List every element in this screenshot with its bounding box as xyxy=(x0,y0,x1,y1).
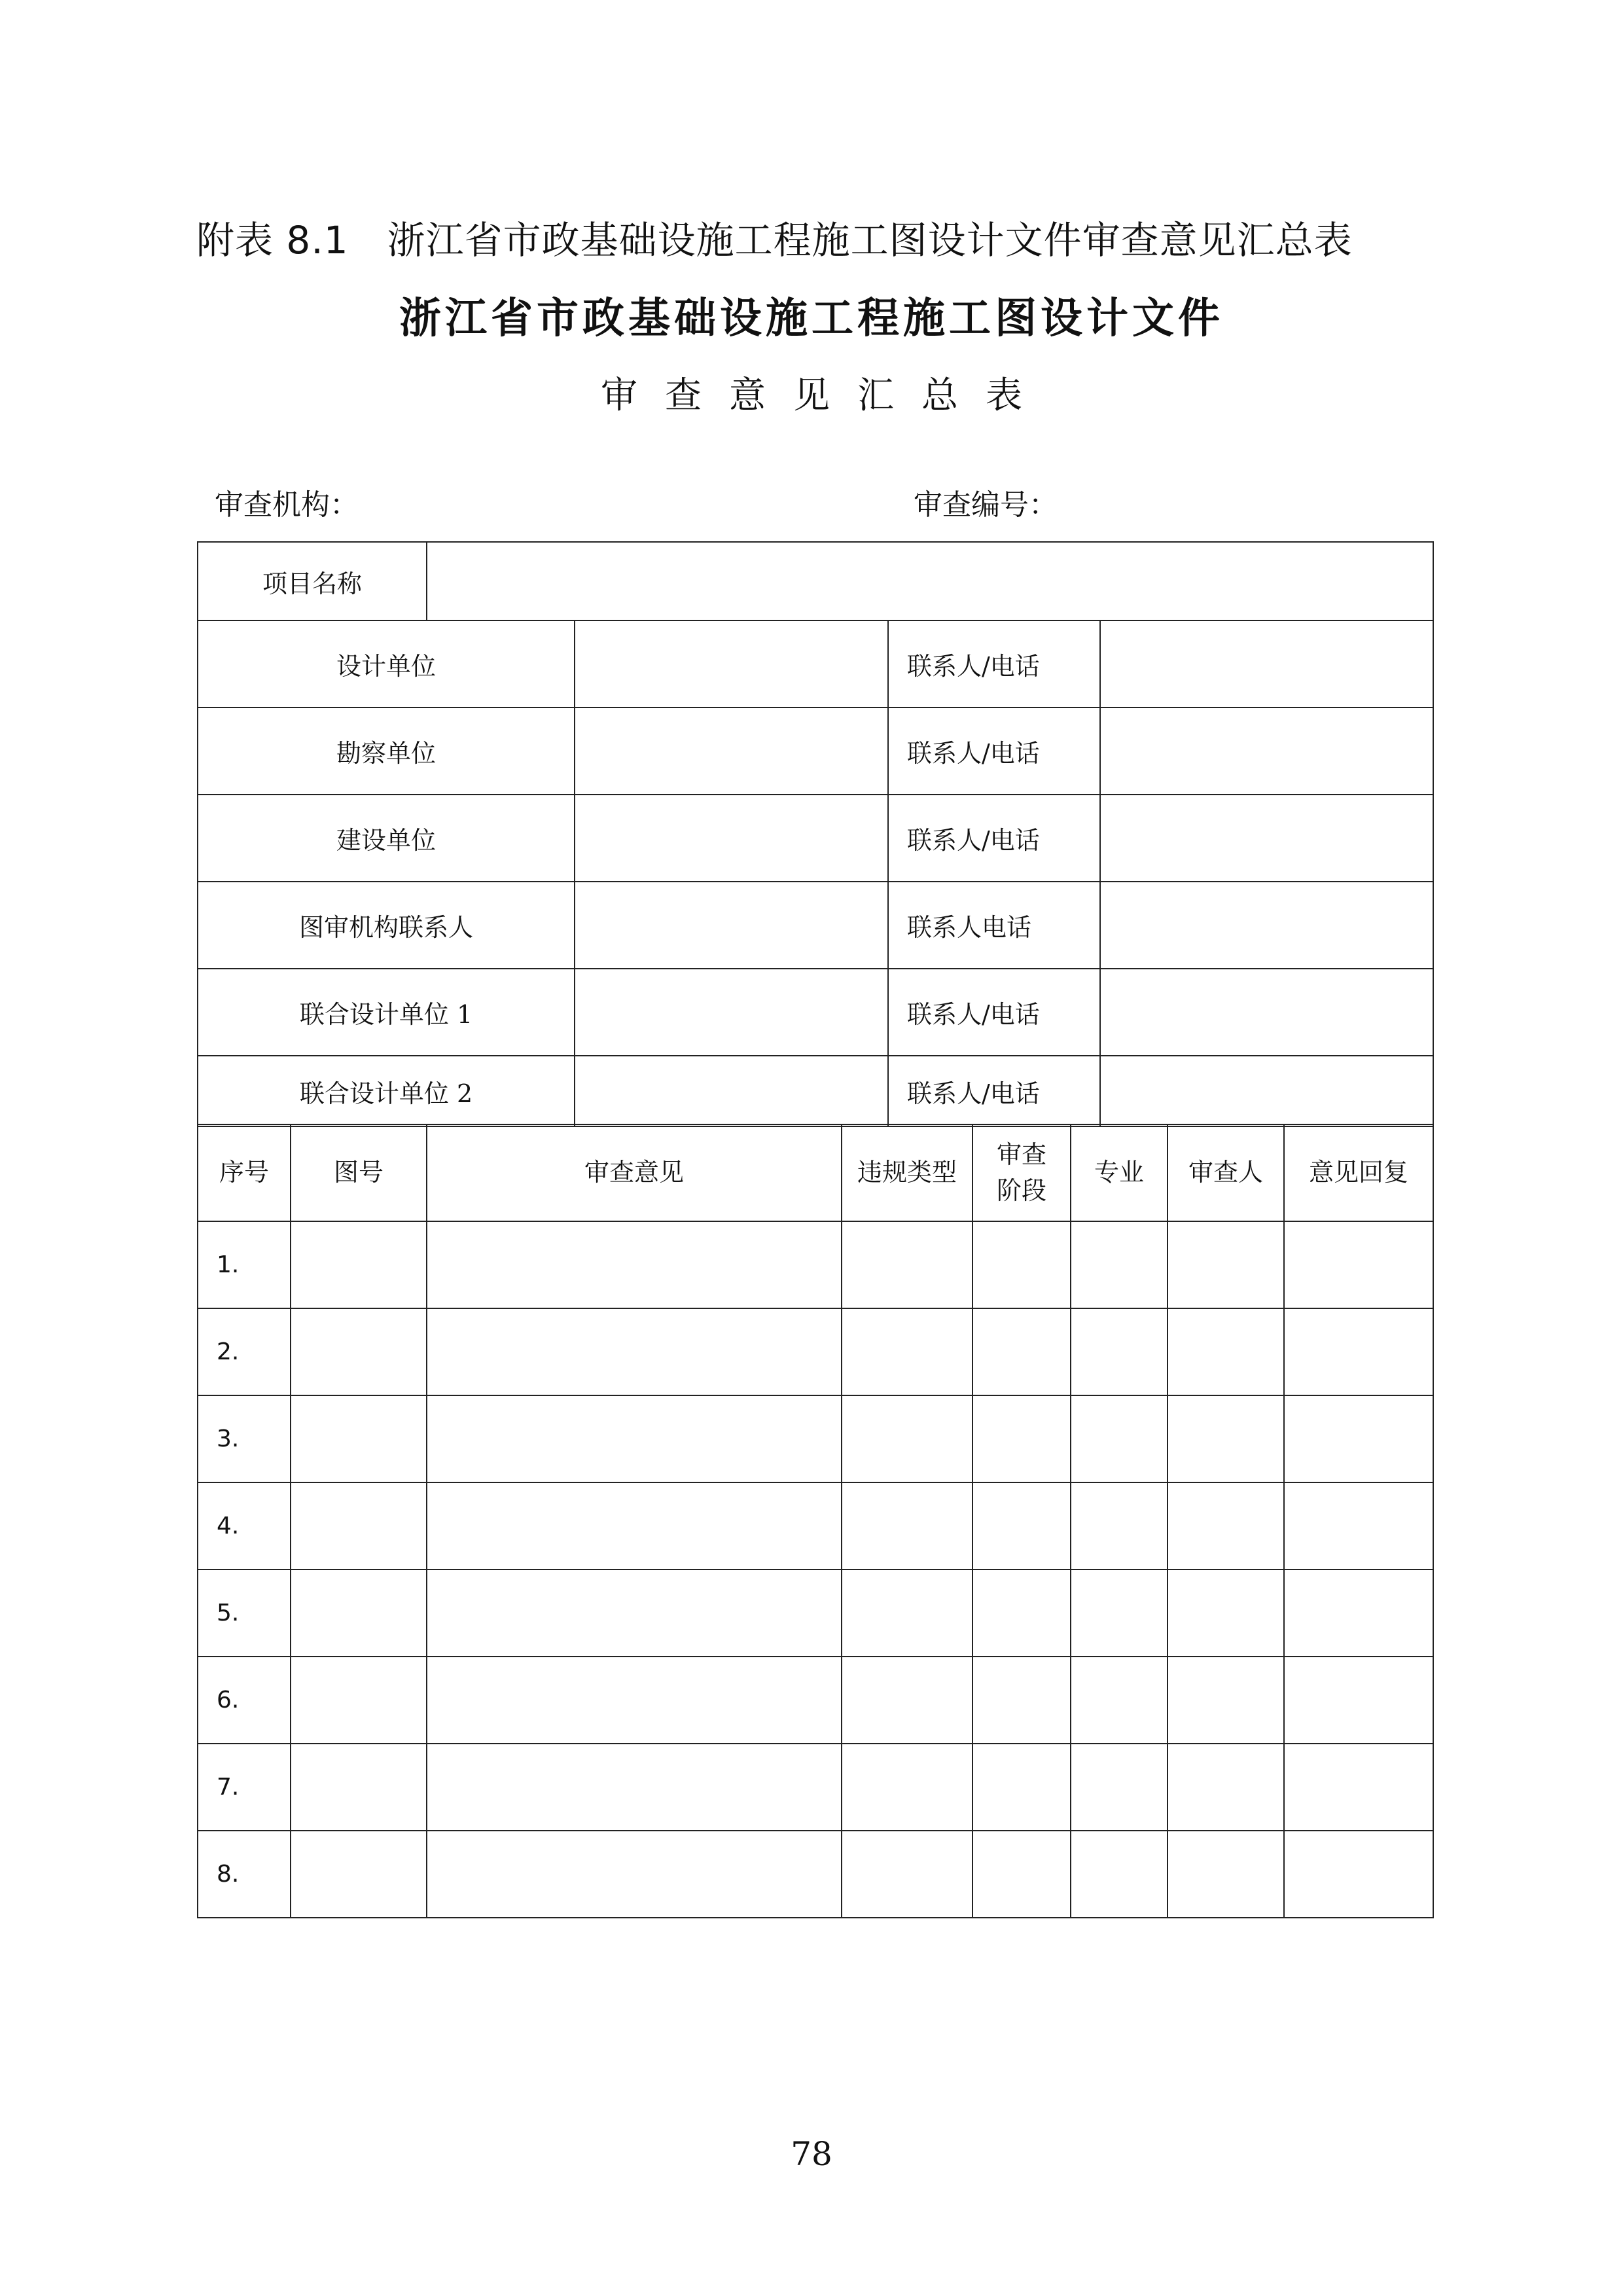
col-header-serial: 序号 xyxy=(198,1124,291,1221)
table-row xyxy=(198,1744,1433,1831)
appendix-heading: 附表 8.1 浙江省市政基础设施工程施工图设计文件审查意见汇总表 xyxy=(196,218,1353,262)
row-number: 3. xyxy=(198,1395,291,1482)
info-row-label: 联合设计单位 2 xyxy=(198,1056,575,1126)
info-row-label: 联合设计单位 1 xyxy=(198,969,575,1056)
cell[interactable] xyxy=(1284,1221,1433,1308)
cell[interactable] xyxy=(1168,1221,1284,1308)
cell[interactable] xyxy=(1284,1657,1433,1744)
table-row xyxy=(198,1221,1433,1308)
cell[interactable] xyxy=(1168,1308,1284,1395)
cell[interactable] xyxy=(972,1744,1071,1831)
cell[interactable] xyxy=(1071,1221,1168,1308)
col-header-violation-type: 违规类型 xyxy=(842,1124,972,1221)
info-row xyxy=(198,795,1433,882)
info-row xyxy=(198,969,1433,1056)
cell[interactable] xyxy=(1284,1395,1433,1482)
cell[interactable] xyxy=(842,1221,972,1308)
col-header-opinion: 审查意见 xyxy=(427,1124,842,1221)
review-opinion-table xyxy=(197,1124,1434,1918)
cell[interactable] xyxy=(291,1482,427,1570)
cell[interactable] xyxy=(427,1482,842,1570)
cell[interactable] xyxy=(972,1657,1071,1744)
contact-value[interactable] xyxy=(1100,969,1433,1056)
cell[interactable] xyxy=(842,1744,972,1831)
cell[interactable] xyxy=(427,1831,842,1918)
contact-value[interactable] xyxy=(1100,708,1433,795)
info-row-value[interactable] xyxy=(575,795,888,882)
cell[interactable] xyxy=(842,1482,972,1570)
contact-label: 联系人/电话 xyxy=(888,620,1100,708)
info-row-label: 设计单位 xyxy=(198,620,575,708)
cell[interactable] xyxy=(427,1308,842,1395)
cell[interactable] xyxy=(1284,1570,1433,1657)
cell[interactable] xyxy=(972,1308,1071,1395)
review-number-label: 审查编号： xyxy=(914,488,1058,522)
cell[interactable] xyxy=(1168,1831,1284,1918)
info-row-value[interactable] xyxy=(575,708,888,795)
info-row-value[interactable] xyxy=(575,1056,888,1126)
info-row xyxy=(198,708,1433,795)
cell[interactable] xyxy=(972,1570,1071,1657)
cell[interactable] xyxy=(427,1570,842,1657)
cell[interactable] xyxy=(427,1395,842,1482)
row-number: 1. xyxy=(198,1221,291,1308)
cell[interactable] xyxy=(1071,1395,1168,1482)
project-name-row xyxy=(198,542,1433,620)
document-title: 浙江省市政基础设施工程施工图设计文件 xyxy=(399,294,1224,343)
contact-value[interactable] xyxy=(1100,1056,1433,1126)
document-subtitle: 审查意见汇总表 xyxy=(601,374,1050,417)
cell[interactable] xyxy=(972,1831,1071,1918)
cell[interactable] xyxy=(291,1744,427,1831)
contact-label: 联系人电话 xyxy=(888,882,1100,969)
contact-value[interactable] xyxy=(1100,882,1433,969)
cell[interactable] xyxy=(427,1744,842,1831)
cell[interactable] xyxy=(291,1221,427,1308)
cell[interactable] xyxy=(427,1221,842,1308)
table-header-row xyxy=(198,1124,1433,1221)
cell[interactable] xyxy=(1071,1744,1168,1831)
cell[interactable] xyxy=(972,1482,1071,1570)
cell[interactable] xyxy=(291,1831,427,1918)
table-row xyxy=(198,1395,1433,1482)
cell[interactable] xyxy=(1168,1482,1284,1570)
info-row xyxy=(198,1056,1433,1126)
cell[interactable] xyxy=(1071,1570,1168,1657)
cell[interactable] xyxy=(1284,1482,1433,1570)
table-row xyxy=(198,1482,1433,1570)
cell[interactable] xyxy=(1168,1395,1284,1482)
project-name-field[interactable] xyxy=(427,542,1433,620)
cell[interactable] xyxy=(1071,1308,1168,1395)
table-row xyxy=(198,1657,1433,1744)
row-number: 4. xyxy=(198,1482,291,1570)
row-number: 5. xyxy=(198,1570,291,1657)
cell[interactable] xyxy=(1168,1570,1284,1657)
cell[interactable] xyxy=(1071,1831,1168,1918)
cell[interactable] xyxy=(1071,1657,1168,1744)
contact-label: 联系人/电话 xyxy=(888,708,1100,795)
cell[interactable] xyxy=(291,1657,427,1744)
info-row xyxy=(198,620,1433,708)
cell[interactable] xyxy=(427,1657,842,1744)
cell[interactable] xyxy=(842,1395,972,1482)
cell[interactable] xyxy=(972,1395,1071,1482)
review-org-label: 审查机构： xyxy=(215,488,359,522)
cell[interactable] xyxy=(1168,1744,1284,1831)
cell[interactable] xyxy=(972,1221,1071,1308)
cell[interactable] xyxy=(291,1395,427,1482)
table-row xyxy=(198,1831,1433,1918)
info-row-value[interactable] xyxy=(575,969,888,1056)
info-row-label: 勘察单位 xyxy=(198,708,575,795)
contact-label: 联系人/电话 xyxy=(888,1056,1100,1126)
row-number: 7. xyxy=(198,1744,291,1831)
cell[interactable] xyxy=(842,1831,972,1918)
contact-label: 联系人/电话 xyxy=(888,795,1100,882)
cell[interactable] xyxy=(842,1570,972,1657)
cell[interactable] xyxy=(1071,1482,1168,1570)
info-row-label: 图审机构联系人 xyxy=(198,882,575,969)
cell[interactable] xyxy=(842,1657,972,1744)
page-number: 78 xyxy=(791,2135,832,2173)
table-row xyxy=(198,1570,1433,1657)
project-info-table xyxy=(197,541,1434,1127)
col-header-reviewer: 审查人 xyxy=(1168,1124,1284,1221)
cell[interactable] xyxy=(1284,1308,1433,1395)
row-number: 6. xyxy=(198,1657,291,1744)
contact-value[interactable] xyxy=(1100,795,1433,882)
col-header-review-stage: 审查 阶段 xyxy=(972,1124,1071,1221)
col-header-drawing-no: 图号 xyxy=(291,1124,427,1221)
cell[interactable] xyxy=(1284,1744,1433,1831)
col-header-discipline: 专业 xyxy=(1071,1124,1168,1221)
info-row xyxy=(198,882,1433,969)
row-number: 2. xyxy=(198,1308,291,1395)
cell[interactable] xyxy=(842,1308,972,1395)
cell[interactable] xyxy=(1168,1657,1284,1744)
cell[interactable] xyxy=(291,1308,427,1395)
info-row-value[interactable] xyxy=(575,882,888,969)
cell[interactable] xyxy=(291,1570,427,1657)
info-row-label: 建设单位 xyxy=(198,795,575,882)
row-number: 8. xyxy=(198,1831,291,1918)
contact-label: 联系人/电话 xyxy=(888,969,1100,1056)
project-name-label: 项目名称 xyxy=(198,542,427,620)
cell[interactable] xyxy=(1284,1831,1433,1918)
col-header-reply: 意见回复 xyxy=(1284,1124,1433,1221)
contact-value[interactable] xyxy=(1100,620,1433,708)
info-row-value[interactable] xyxy=(575,620,888,708)
table-row xyxy=(198,1308,1433,1395)
